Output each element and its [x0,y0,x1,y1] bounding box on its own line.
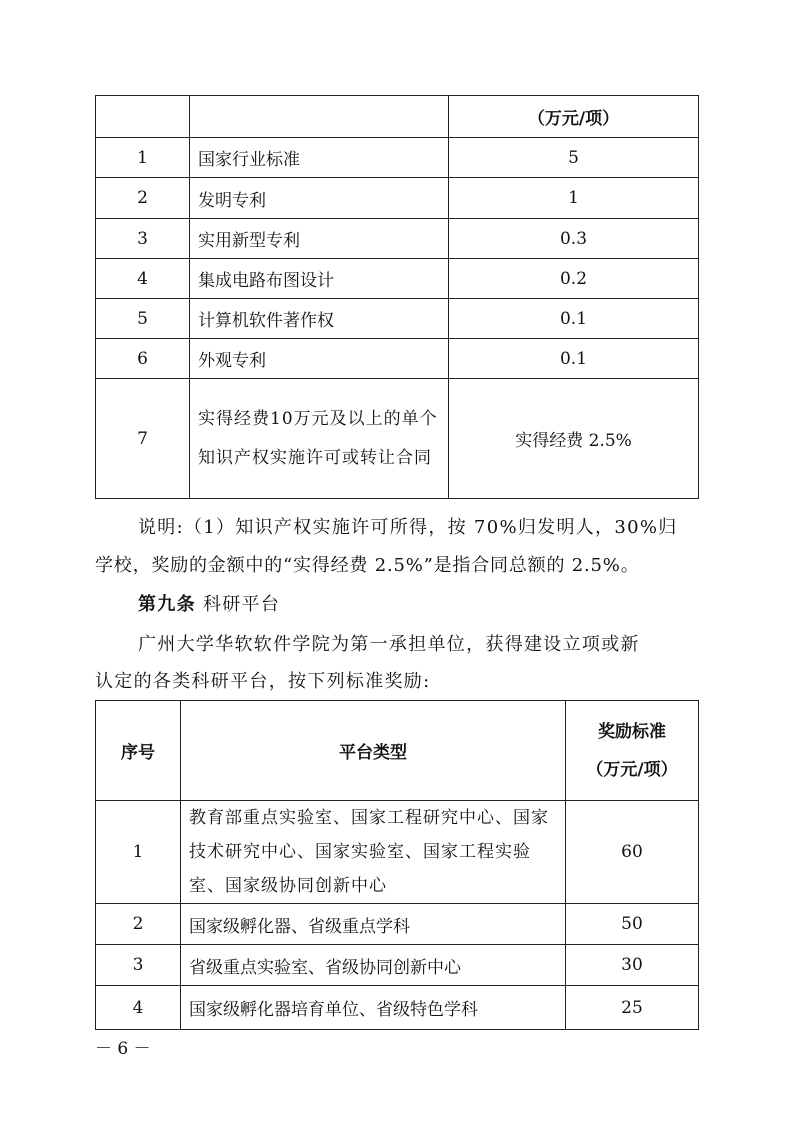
table-row [96,299,699,339]
platform-reward-table [95,700,699,1030]
article-title: 科研平台 [202,594,281,615]
row-value: 0.3 [449,219,699,259]
article-number: 第九条 [138,594,196,615]
row-number: 2 [96,178,190,219]
row-number: 4 [96,259,190,299]
row-value: 实得经费 2.5% [449,379,699,499]
row-item: 计算机软件著作权 [190,299,449,339]
row-number: 7 [96,379,190,499]
article-line: 认定的各类科研平台，按下列标准奖励: [95,671,431,692]
table-row [96,178,699,219]
ip-reward-table [95,95,699,499]
row-number: 1 [96,138,190,178]
row-type: 教育部重点实验室、国家工程研究中心、国家技术研究中心、国家实验室、国家工程实验室、国家级协同创新中心 [181,801,566,904]
table-row [96,138,699,178]
row-item: 实得经费10万元及以上的单个知识产权实施许可或转让合同 [190,379,449,499]
header-reward-unit: （万元/项） [586,759,678,780]
table-row [96,219,699,259]
row-type: 国家级孵化器培育单位、省级特色学科 [181,986,566,1030]
header-type: 平台类型 [181,701,566,801]
row-value: 25 [566,986,699,1030]
unit-header: （万元/项） [449,96,699,138]
row-number: 4 [96,986,181,1030]
row-value: 1 [449,178,699,219]
table-row [96,986,699,1030]
row-value: 50 [566,904,699,945]
row-value: 0.1 [449,299,699,339]
row-value: 30 [566,945,699,986]
article-line: 广州大学华软软件学院为第一承担单位，获得建设立项或新 [138,634,640,655]
header-number: 序号 [96,701,181,801]
table-row [96,904,699,945]
row-number: 6 [96,339,190,379]
row-type: 国家级孵化器、省级重点学科 [181,904,566,945]
row-item: 实用新型专利 [190,219,449,259]
row-value: 0.1 [449,339,699,379]
header-reward-label: 奖励标准 [598,721,666,742]
table-header-row [96,701,699,801]
table-cell [190,96,449,138]
table-cell [96,96,190,138]
row-value: 5 [449,138,699,178]
row-number: 3 [96,945,181,986]
row-number: 2 [96,904,181,945]
row-item: 外观专利 [190,339,449,379]
table-row [96,945,699,986]
row-type: 省级重点实验室、省级协同创新中心 [181,945,566,986]
row-value: 60 [566,801,699,904]
row-number: 3 [96,219,190,259]
header-reward [566,701,699,801]
row-number: 5 [96,299,190,339]
note-line: 学校，奖励的金额中的“实得经费 2.5%”是指合同总额的 2.5%。 [95,555,640,576]
table-row [96,339,699,379]
table-row [96,379,699,499]
row-item: 集成电路布图设计 [190,259,449,299]
article-heading [138,590,280,616]
note-line: 说明:（1）知识产权实施许可所得，按 70%归发明人，30%归 [138,517,678,538]
row-item: 国家行业标准 [190,138,449,178]
row-number: 1 [96,801,181,904]
row-value: 0.2 [449,259,699,299]
row-item: 发明专利 [190,178,449,219]
table-row [96,801,699,904]
page-number: － 6 － [95,1039,151,1059]
table-row [96,259,699,299]
table-header-row [96,96,699,138]
